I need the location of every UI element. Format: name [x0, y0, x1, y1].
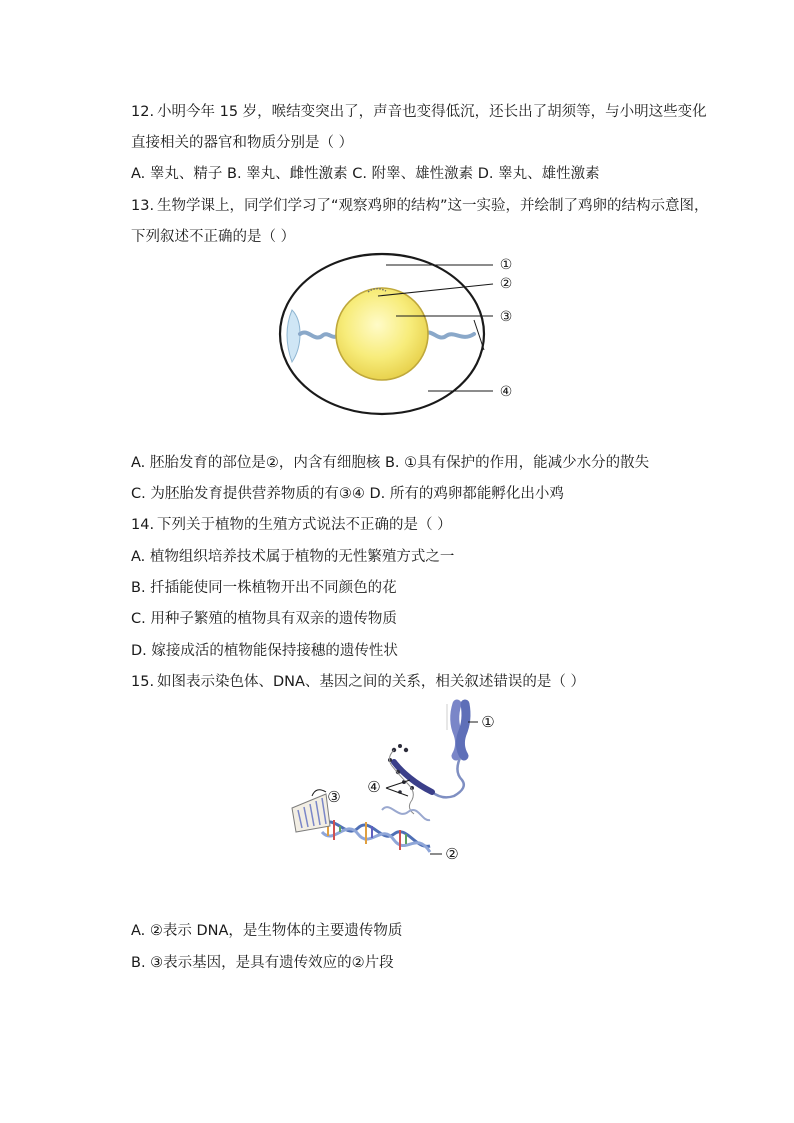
- q13-options-cd: C. 为胚胎发育提供营养物质的有③④ D. 所有的鸡卵都能孵化出小鸡: [131, 486, 564, 502]
- q13-stem-line2: 下列叙述不正确的是（ ）: [131, 229, 296, 245]
- dna-label-1: ①: [481, 713, 495, 731]
- q13-number: 13.: [131, 198, 155, 214]
- egg-label-1: ①: [499, 257, 513, 273]
- q14-option-c: C. 用种子繁殖的植物具有双亲的遗传物质: [131, 611, 397, 627]
- egg-label-4: ④: [499, 384, 513, 400]
- chromosome: [447, 704, 466, 756]
- q13-stem-line1: 13. 生物学课上，同学们学习了“观察鸡卵的结构”这一实验，并绘制了鸡卵的结构示意图，: [131, 198, 709, 214]
- egg-yolk: [336, 288, 428, 380]
- dna-label-4: ④: [367, 778, 381, 796]
- dna-label-3: ③: [327, 788, 341, 806]
- q14-stem: 14. 下列关于植物的生殖方式说法不正确的是（ ）: [131, 517, 452, 533]
- q15-number: 15.: [131, 674, 155, 690]
- q14-option-d: D. 嫁接成活的植物能保持接穗的遗传性状: [131, 643, 398, 659]
- chromatin-strand: [432, 758, 464, 797]
- egg-structure-diagram: [278, 250, 528, 418]
- egg-label-3: ③: [499, 309, 513, 325]
- q12-stem-line1: 12. 小明今年 15 岁，喉结变突出了，声音也变得低沉，还长出了胡须等，与小明这些变化: [131, 104, 707, 120]
- q12-options: A. 睾丸、精子 B. 睾丸、雌性激素 C. 附睾、雄性激素 D. 睾丸、雄性激素: [131, 166, 600, 182]
- q14-number: 14.: [131, 517, 155, 533]
- chromosome-dna-gene-diagram: [282, 700, 495, 890]
- dna-label-2: ②: [445, 845, 459, 863]
- q12-number: 12.: [131, 104, 155, 120]
- q13-options-ab: A. 胚胎发育的部位是②，内含有细胞核 B. ①具有保护的作用，能减少水分的散失: [131, 455, 650, 471]
- q12-stem-line2: 直接相关的器官和物质分别是（ ）: [131, 135, 354, 151]
- q15-option-b: B. ③表示基因，是具有遗传效应的②片段: [131, 955, 394, 971]
- q15-stem: 15. 如图表示染色体、DNA、基因之间的关系，相关叙述错误的是（ ）: [131, 674, 586, 690]
- q14-option-a: A. 植物组织培养技术属于植物的无性繁殖方式之一: [131, 549, 455, 565]
- egg-label-2: ②: [499, 276, 513, 292]
- leader-line-4: [386, 780, 410, 788]
- q14-option-b: B. 扦插能使同一株植物开出不同颜色的花: [131, 580, 397, 596]
- gene-segment: [292, 790, 330, 832]
- q15-option-a: A. ②表示 DNA，是生物体的主要遗传物质: [131, 923, 403, 939]
